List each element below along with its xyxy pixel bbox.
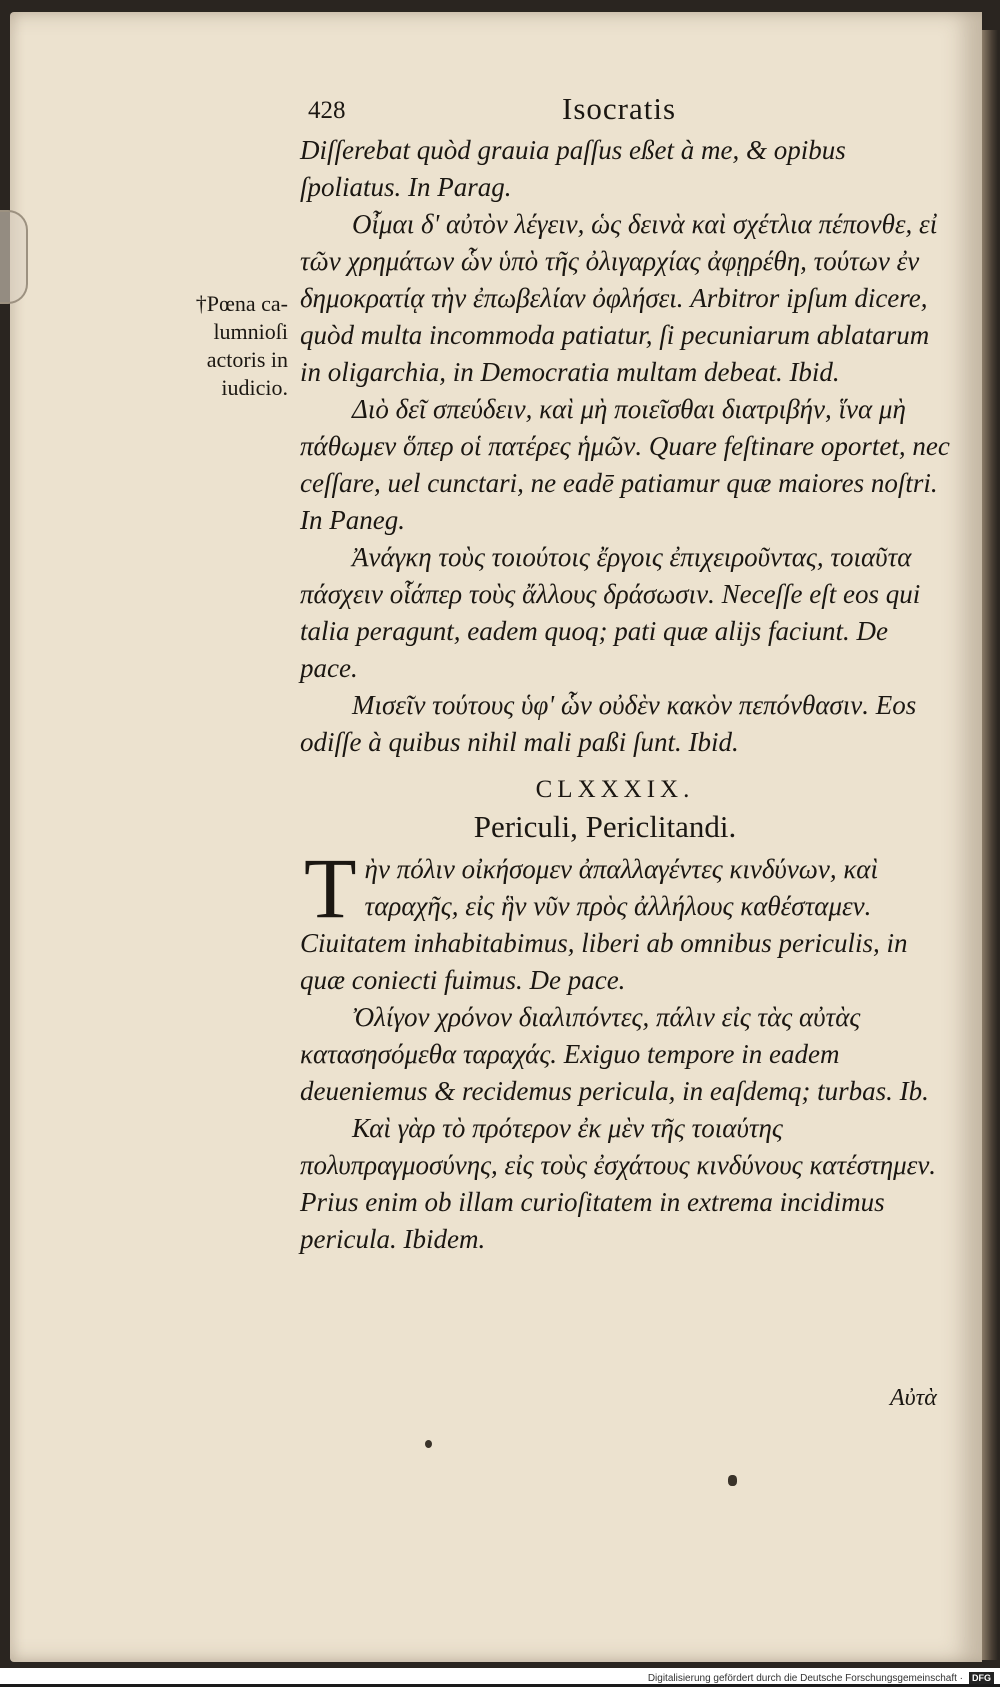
running-head: Isocratis [562,91,677,126]
ink-speck [728,1475,737,1486]
paragraph: Μισεῖν τούτους ὑφ' ὧν οὐδὲν κακὸν πεπόνθασιν. Eos odiſſe à quibus nihil mali paßi ſunt. Ibid. [300,690,917,757]
margin-note [148,290,288,402]
margin-note-line: iudicio. [221,375,288,400]
section-title: Periculi, Periclitandi. [473,809,737,844]
paragraph-text: ὴν πόλιν οἰκήσομεν ἀπαλλαγέντες κινδύνων, καὶ ταραχῆς, εἰς ἣν νῦν πρὸς ἀλλήλους καθέσταμεν. Ciuitatem inhabitabimus, liberi ab omnibus periculis, in quæ coniecti fuimus. De pace. [300,854,908,995]
paragraph [300,840,950,999]
page-edge [982,30,998,1660]
margin-note-line: lumnioſi [213,319,288,344]
ink-speck [425,1440,432,1448]
paragraph: Diſſerebat quòd grauia paſſus eßet à me, & opibus ſpoliatus. In Parag. [300,135,846,202]
paragraph: Ὀλίγον χρόνον διαλιπόντες, πάλιν εἰς τὰς αὐτὰς κατασησόμεθα ταραχάς. Exiguo tempore in eadem deueniemus & recidemus pericula, in eaſdemq; turbas. Ib. [300,1002,929,1106]
paragraph: Οἶμαι δ' αὐτὸν λέγειν, ὡς δεινὰ καὶ σχέτλια πέπονθε, εἰ τῶν χρημάτων ὧν ὑπὸ τῆς ὀλιγαρχίας ἀφῃρέθη, τούτων ἐν δημοκρατίᾳ τὴν ἐπωβελίαν ὀφλήσει. Arbitror ipſum dicere, quòd multa incommoda patiatur, ſi pecuniarum ablatarum in oligarchia, in Democratia multam debeat. Ibid. [300,209,938,387]
footer-credit: Digitalisierung gefördert durch die Deutsche Forschungsgemeinschaft · [647,1673,963,1684]
main-text [300,90,950,1258]
page-header [300,90,950,132]
margin-note-line: †Pœna ca- [195,291,288,316]
section-number: CLXXXIX. [535,776,695,803]
paragraph: Διὸ δεῖ σπεύδειν, καὶ μὴ ποιεῖσθαι διατριβήν, ἵνα μὴ πάθωμεν ὅπερ οἱ πατέρες ἡμῶν. Quare feſtinare oportet, nec ceſſare, uel cunctari, ne eadē patiamur quæ maiores noſtri. In Paneg. [300,394,950,535]
margin-note-line: actoris in [206,347,288,372]
drop-cap: T [304,840,357,936]
footer-bar [0,1668,1000,1684]
catchword: Αὐτὰ [890,1385,937,1411]
page-clip [0,210,28,304]
paragraph: Ἀνάγκη τοὺς τοιούτοις ἔργοις ἐπιχειροῦντας, τοιαῦτα πάσχειν οἷάπερ τοὺς ἄλλους δράσωσιν. Neceſſe eſt eos qui talia peragunt, eadem quoq; pati quæ alijs faciunt. De pace. [300,542,921,683]
page-number: 428 [308,97,346,124]
paragraph: Καὶ γὰρ τὸ πρότερον ἐκ μὲν τῆς τοιαύτης πολυπραγμοσύνης, εἰς τοὺς ἐσχάτους κινδύνους κατέστημεν. Prius enim ob illam curioſitatem in extrema incidimus pericula. Ibidem. [300,1113,937,1254]
dfg-logo: DFG [969,1672,994,1684]
